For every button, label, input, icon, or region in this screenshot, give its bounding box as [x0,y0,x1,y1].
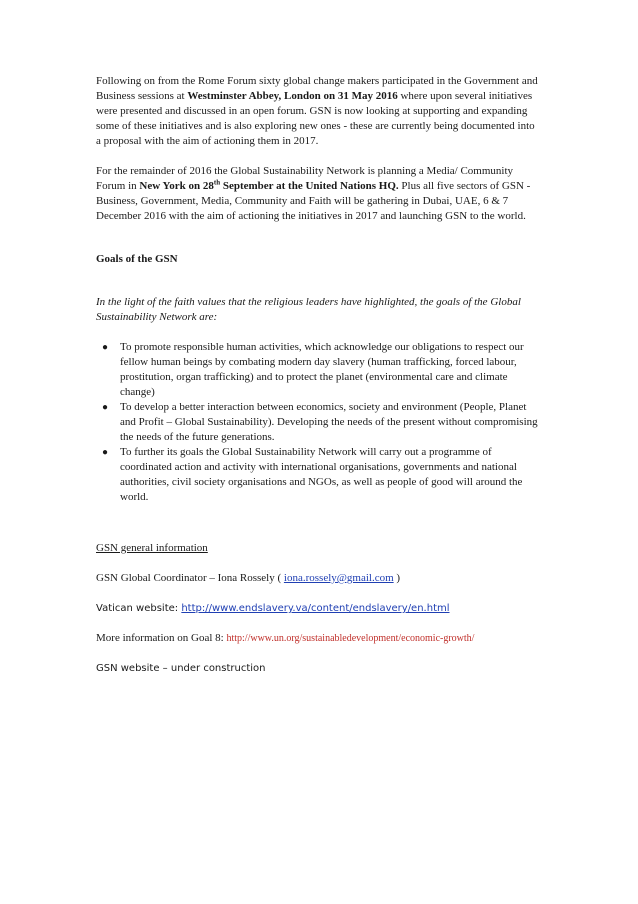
coordinator-email-link[interactable]: iona.rossely@gmail.com [283,572,394,584]
info-title: GSN general information [96,542,208,554]
goals-heading: Goals of the GSN [96,253,178,265]
para2-event-b: September at the United Nations HQ. [220,180,399,192]
goal-item [96,445,540,505]
goal8-info-link[interactable]: http://www.un.org/sustainabledevelopment/economic-growth/ [226,633,475,644]
vatican-prefix: Vatican website: [96,603,182,614]
goal8-prefix: More information on Goal 8: [96,632,227,644]
bullet-icon: ● [102,447,109,458]
coordinator-prefix: GSN Global Coordinator – Iona Rossely ( [96,572,284,584]
vatican-website-link[interactable]: http://www.endslavery.va/content/endslavery/en.html [181,603,450,614]
para2-text2: Plus all five sectors of GSN -Business, Government, Media, Community and Faith will be gathering in Dubai, UAE, 6 & 7 December 2016 with the aim of actioning the initiatives in 2017 and launching GSN to the world. [96,180,531,222]
goal8-line [96,631,540,646]
goal-text: To promote responsible human activities, which acknowledge our obligations to respect our fellow human beings by combating modern day slavery (human trafficking, forced labour, prostitution, organ trafficking) and to protect the planet (environmental care and climate change) [120,341,524,398]
para2-text1: For the remainder of 2016 the Global Sustainability Network is planning a Media/ Community Forum in [96,165,514,192]
goal-text: To further its goals the Global Sustainability Network will carry out a programme of coordinated action and activity with international organisations, governments and national authorities, civil society organisations and NGOs, as well as people of good will around the world. [120,446,523,503]
goal-item [96,400,540,445]
goal-item [96,340,540,400]
goals-intro: In the light of the faith values that the religious leaders have highlighted, the goals of the Global Sustainability Network are: [96,296,521,323]
gsn-website-line: GSN website – under construction [96,663,266,674]
para1-text2: where upon several initiatives were presented and discussed in an open forum. GSN is now looking at supporting and expanding some of these initiatives and is also exploring new ones - these are currently being documented into a proposal with the aim of actioning them in 2017. [96,90,535,147]
paragraph-remainder-2016 [96,164,540,224]
coordinator-line [96,571,540,586]
para2-event-sup: th [213,178,221,187]
gsn-general-info [96,541,540,676]
vatican-line [96,601,540,616]
coordinator-suffix: ) [393,572,401,584]
goal-text: To develop a better interaction between economics, society and environment (People, Planet and Profit – Global Sustainability). Developing the needs of the present without compromising the needs of the future generations. [120,401,538,443]
document-body [96,74,540,676]
para1-text1: Following on from the Rome Forum sixty global change makers participated in the Government and Business sessions at [96,75,538,102]
bullet-icon: ● [102,342,109,353]
para2-event [139,180,398,192]
goals-list [96,340,540,505]
bullet-icon: ● [102,402,109,413]
paragraph-rome-forum [96,74,540,149]
para1-venue: Westminster Abbey, London on 31 May 2016 [187,90,398,102]
para2-event-a: New York on 28 [139,180,214,192]
